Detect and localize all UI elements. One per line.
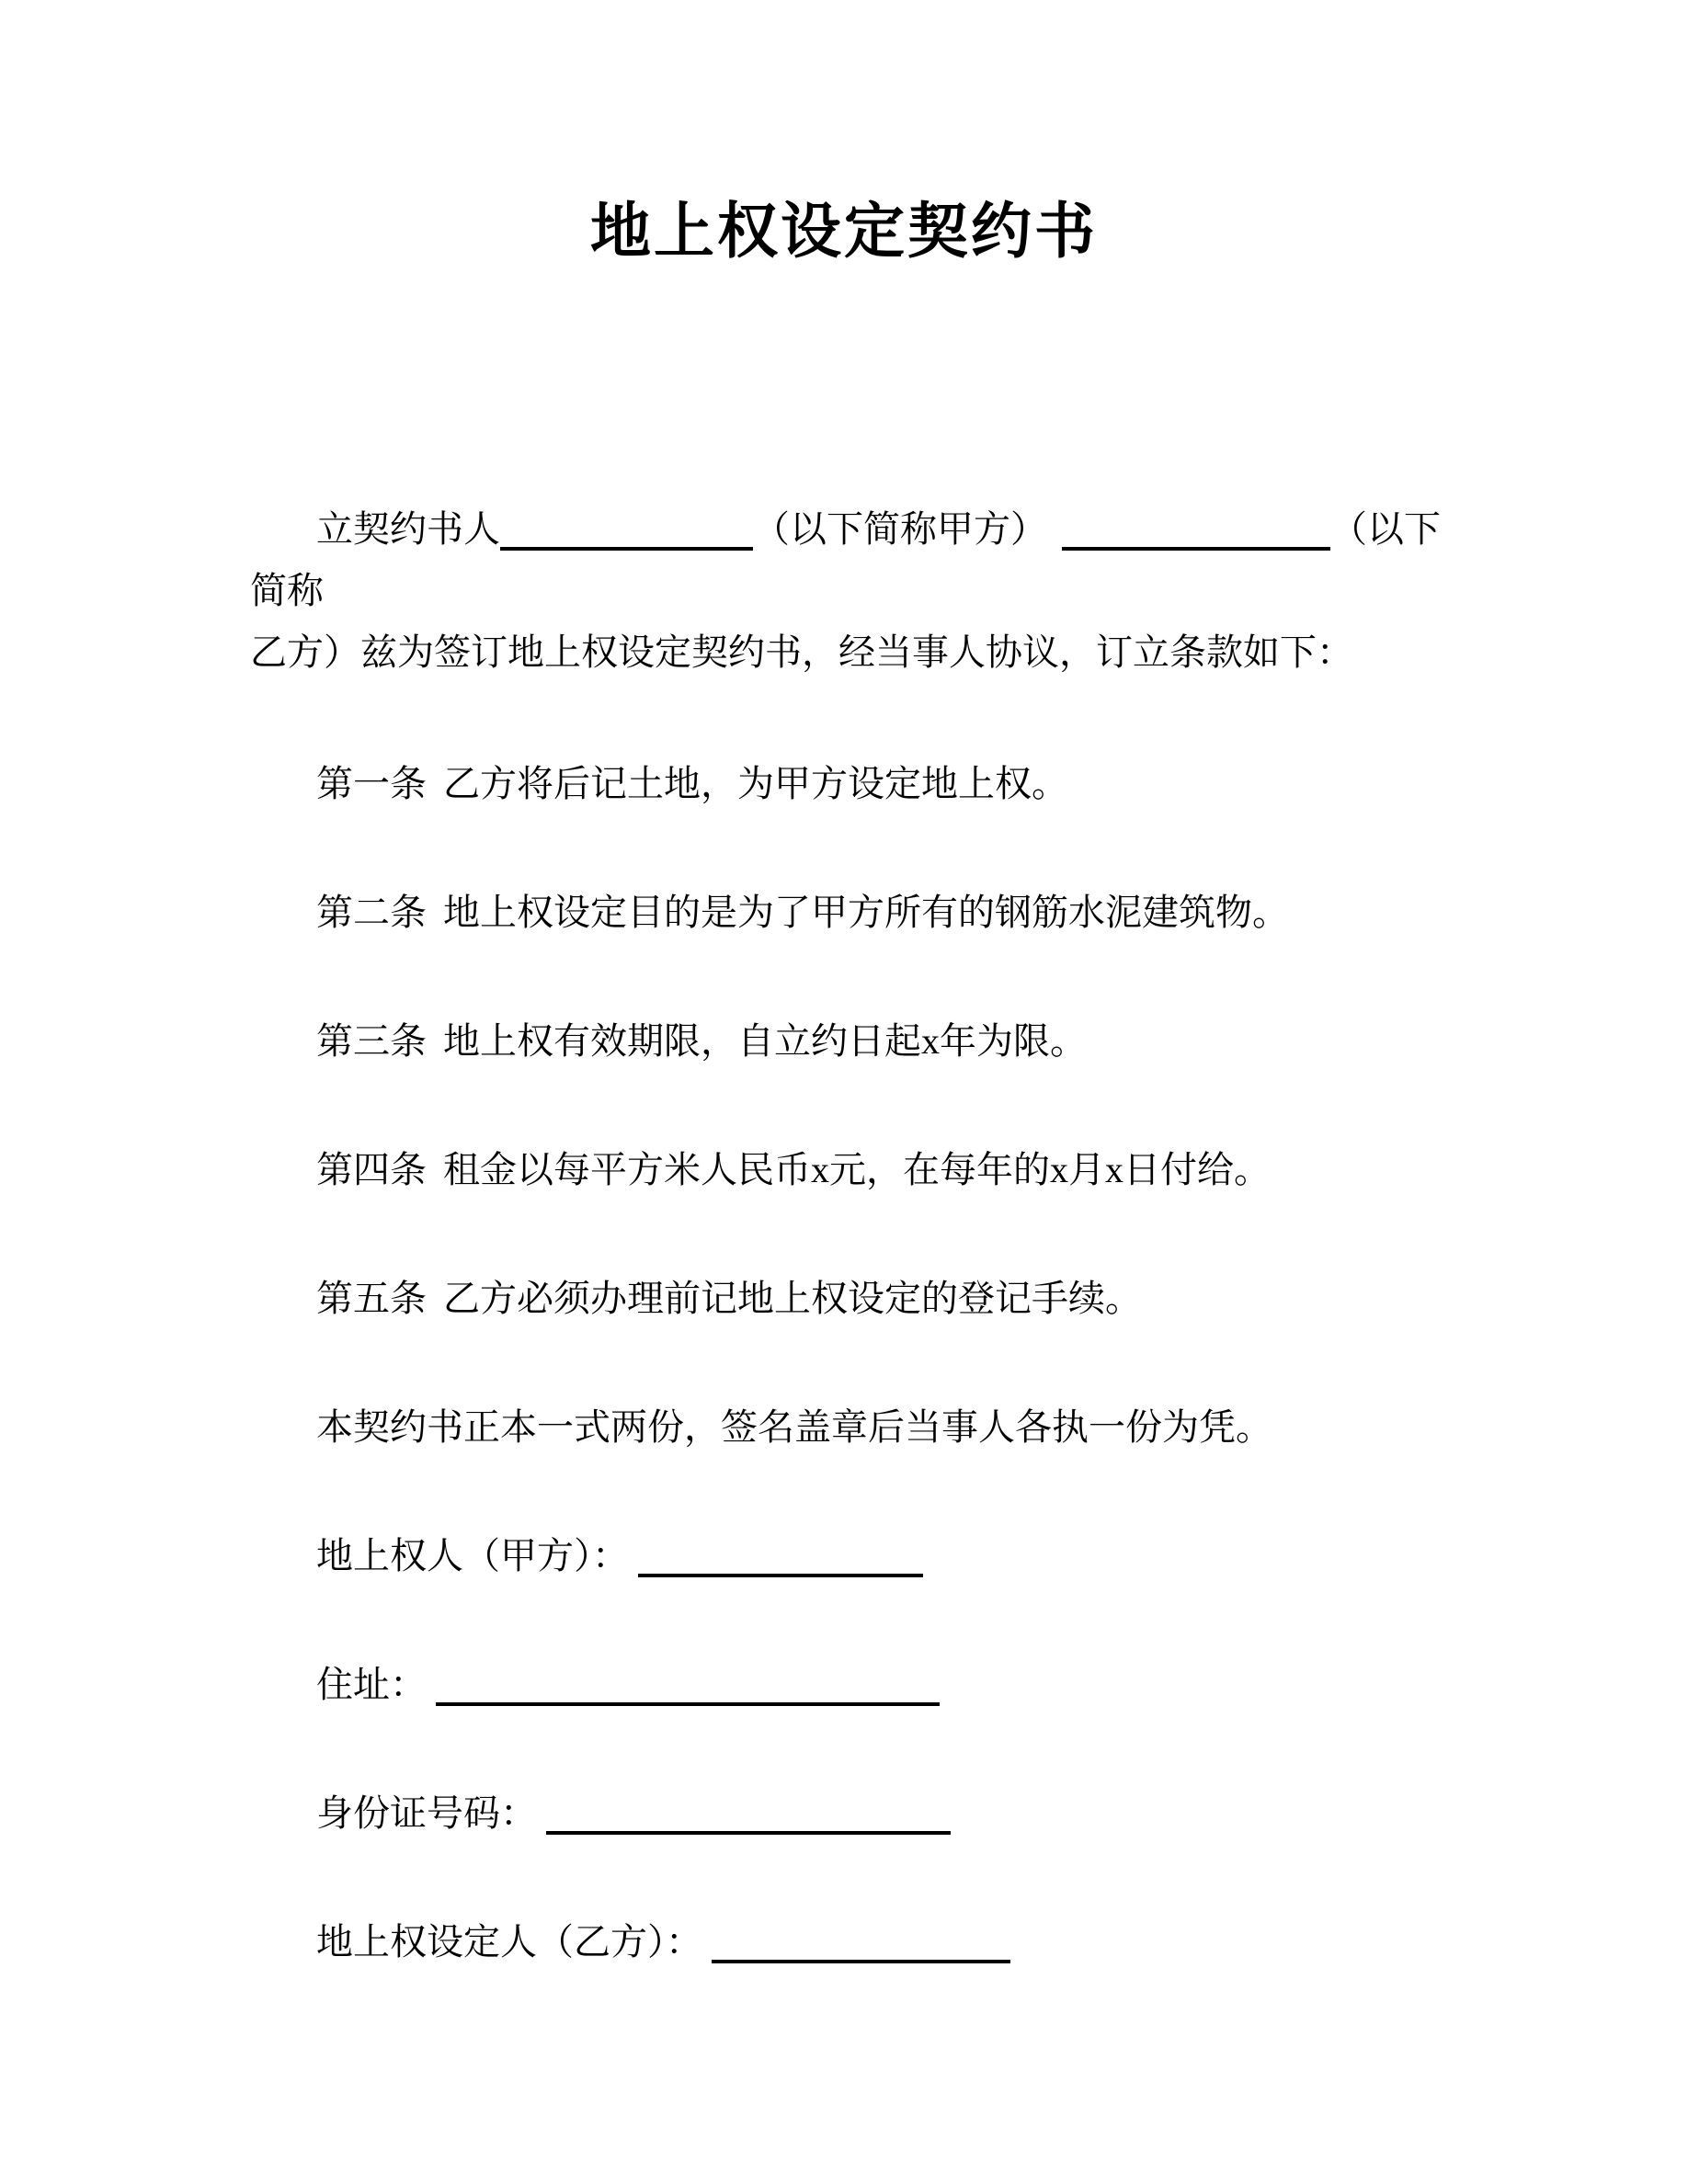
clause-1-label: 第一条 xyxy=(316,763,427,804)
intro-line-1 xyxy=(250,498,1451,621)
clause-2 xyxy=(250,882,1451,943)
document-title: 地上权设定契约书 xyxy=(590,197,1098,265)
intro-text-part3: （以下简称 xyxy=(250,508,1441,611)
party-a-signature-blank xyxy=(638,1574,923,1577)
document-body xyxy=(0,498,1688,1973)
clause-4-label: 第四条 xyxy=(316,1149,427,1190)
clause-5 xyxy=(250,1268,1451,1329)
party-b-signature-blank xyxy=(712,1960,1010,1963)
clause-5-text: 乙方必须办理前记地上权设定的登记手续。 xyxy=(443,1278,1142,1319)
party-a-name-blank xyxy=(500,547,753,551)
address-line xyxy=(250,1654,1451,1715)
clause-3-label: 第三条 xyxy=(316,1020,427,1062)
intro-text-part2: （以下简称甲方） xyxy=(753,508,1047,550)
address-label: 住址： xyxy=(316,1664,427,1705)
id-number-line xyxy=(250,1782,1451,1844)
intro-text-part1: 立契约书人 xyxy=(316,508,500,550)
intro-paragraph xyxy=(250,498,1451,683)
closing-paragraph xyxy=(250,1396,1451,1458)
address-blank xyxy=(436,1702,940,1706)
signature-party-b xyxy=(250,1911,1451,1973)
clause-3-text: 地上权有效期限，自立约日起x年为限。 xyxy=(443,1020,1087,1062)
clause-4-text: 租金以每平方米人民币x元，在每年的x月x日付给。 xyxy=(443,1149,1271,1190)
signature-party-a-label: 地上权人（甲方）： xyxy=(316,1535,629,1576)
id-number-label: 身份证号码： xyxy=(316,1792,537,1834)
clause-1 xyxy=(250,753,1451,814)
clause-1-text: 乙方将后记土地，为甲方设定地上权。 xyxy=(443,763,1068,804)
clause-3 xyxy=(250,1010,1451,1072)
clause-4 xyxy=(250,1139,1451,1200)
clause-2-text: 地上权设定目的是为了甲方所有的钢筋水泥建筑物。 xyxy=(443,892,1289,933)
party-b-name-blank xyxy=(1062,547,1330,551)
closing-text: 本契约书正本一式两份，签名盖章后当事人各执一份为凭。 xyxy=(316,1406,1272,1448)
intro-line-2 xyxy=(250,621,1451,683)
clause-2-label: 第二条 xyxy=(316,892,427,933)
intro-text-continuation: 乙方）兹为签订地上权设定契约书，经当事人协议，订立条款如下： xyxy=(250,631,1353,673)
signature-party-b-label: 地上权设定人（乙方）： xyxy=(316,1921,702,1962)
clause-5-label: 第五条 xyxy=(316,1278,427,1319)
id-number-blank xyxy=(546,1831,951,1835)
signature-party-a xyxy=(250,1525,1451,1587)
